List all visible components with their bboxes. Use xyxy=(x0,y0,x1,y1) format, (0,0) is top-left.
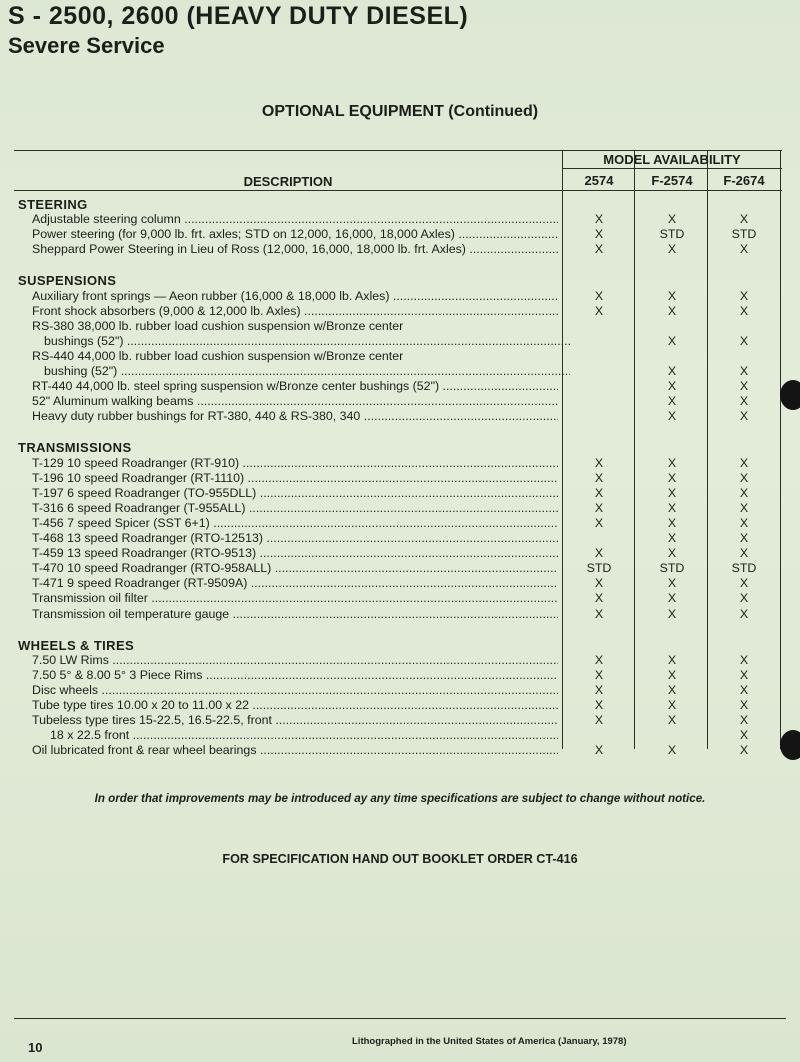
availability-cell: X xyxy=(594,698,604,712)
table-row xyxy=(14,501,782,516)
availability-cell: X xyxy=(667,743,677,757)
table-row xyxy=(14,304,782,319)
document-subtitle: Severe Service xyxy=(8,33,165,58)
row-description: T-129 10 speed Roadranger (RT-910) ..... xyxy=(32,456,558,471)
availability-cell: X xyxy=(739,683,749,697)
table-row xyxy=(14,683,782,698)
availability-cell: X xyxy=(667,289,677,303)
table-row xyxy=(14,743,782,758)
model-header: F-2674 xyxy=(723,173,765,188)
availability-cell: X xyxy=(594,227,604,241)
availability-cell: X xyxy=(594,653,604,667)
availability-cell: X xyxy=(667,668,677,682)
equipment-table xyxy=(14,150,782,757)
availability-cell: X xyxy=(667,364,677,378)
availability-cell: STD xyxy=(586,561,612,575)
availability-cell: X xyxy=(667,456,677,470)
availability-cell: X xyxy=(739,394,749,408)
section-label: STEERING xyxy=(18,197,88,212)
table-row xyxy=(14,607,782,622)
availability-cell: X xyxy=(739,728,749,742)
row-description: T-459 13 speed Roadranger (RTO-9513) ..... xyxy=(32,546,558,561)
table-row xyxy=(14,212,782,227)
binder-hole xyxy=(780,380,800,410)
table-row xyxy=(14,668,782,683)
availability-cell: X xyxy=(739,546,749,560)
row-description: Heavy duty rubber bushings for RT-380, 440 & RS-380, 340 ..... xyxy=(32,409,558,424)
availability-cell: X xyxy=(667,334,677,348)
row-description: T-471 9 speed Roadranger (RT-9509A) ..... xyxy=(32,576,558,591)
availability-cell: X xyxy=(739,212,749,226)
row-description: Adjustable steering column ..... xyxy=(32,212,558,227)
table-row xyxy=(14,516,782,531)
availability-cell: X xyxy=(667,713,677,727)
availability-cell: X xyxy=(739,698,749,712)
section-label: TRANSMISSIONS xyxy=(18,440,132,455)
binder-hole xyxy=(780,730,800,760)
availability-cell: X xyxy=(594,304,604,318)
availability-cell: X xyxy=(594,289,604,303)
row-description: RT-440 44,000 lb. steel spring suspension w/Bronze center bushings (52") ..... xyxy=(32,379,558,394)
availability-cell: X xyxy=(667,409,677,423)
lithographed-note: Lithographed in the United States of America (January, 1978) xyxy=(352,1036,627,1047)
availability-cell: X xyxy=(739,409,749,423)
availability-cell: STD xyxy=(659,561,685,575)
availability-cell: X xyxy=(667,471,677,485)
table-row xyxy=(14,713,782,728)
section-title: OPTIONAL EQUIPMENT (Continued) xyxy=(261,103,539,120)
availability-cell: X xyxy=(739,743,749,757)
availability-cell: X xyxy=(667,212,677,226)
model-availability-header: MODEL AVAILABILITY xyxy=(603,152,741,167)
availability-cell: X xyxy=(594,501,604,515)
table-row xyxy=(14,471,782,486)
table-row xyxy=(14,394,782,409)
availability-cell: X xyxy=(594,683,604,697)
availability-cell: X xyxy=(739,501,749,515)
section-heading xyxy=(14,638,782,653)
model-header: F-2574 xyxy=(651,173,693,188)
availability-cell: X xyxy=(739,471,749,485)
table-row xyxy=(14,591,782,606)
availability-cell: X xyxy=(739,653,749,667)
availability-cell: X xyxy=(594,668,604,682)
section-heading xyxy=(14,273,782,288)
availability-cell: STD xyxy=(659,227,685,241)
table-row xyxy=(14,653,782,668)
availability-cell: X xyxy=(594,212,604,226)
row-description: 7.50 5° & 8.00 5° 3 Piece Rims ..... xyxy=(32,668,558,683)
row-description: Transmission oil filter ..... xyxy=(32,591,558,606)
table-row xyxy=(14,486,782,501)
availability-cell: X xyxy=(594,743,604,757)
availability-cell: X xyxy=(594,546,604,560)
page-number: 10 xyxy=(28,1040,43,1055)
availability-cell: X xyxy=(739,713,749,727)
availability-cell: X xyxy=(667,501,677,515)
table-row xyxy=(14,319,782,334)
table-divider xyxy=(14,190,782,191)
availability-cell: X xyxy=(739,456,749,470)
availability-cell: X xyxy=(739,668,749,682)
row-description: 18 x 22.5 front ..... xyxy=(50,728,558,743)
availability-cell: X xyxy=(667,591,677,605)
row-description: bushings (52") ..... xyxy=(32,334,570,349)
availability-cell: X xyxy=(667,576,677,590)
availability-cell: X xyxy=(667,698,677,712)
row-description: T-197 6 speed Roadranger (TO-955DLL) ..... xyxy=(32,486,558,501)
availability-cell: X xyxy=(594,516,604,530)
availability-cell: X xyxy=(667,516,677,530)
availability-cell: X xyxy=(594,591,604,605)
availability-cell: X xyxy=(739,289,749,303)
availability-cell: X xyxy=(739,516,749,530)
availability-cell: X xyxy=(739,576,749,590)
table-row xyxy=(14,364,782,379)
availability-cell: X xyxy=(739,591,749,605)
table-row xyxy=(14,379,782,394)
description-header: DESCRIPTION xyxy=(243,174,333,189)
availability-cell: X xyxy=(739,334,749,348)
row-description: Power steering (for 9,000 lb. frt. axles; STD on 12,000, 16,000, 18,000 Axles) ..... xyxy=(32,227,558,242)
availability-cell: X xyxy=(594,456,604,470)
table-row xyxy=(14,698,782,713)
table-row xyxy=(14,456,782,471)
row-description: 7.50 LW Rims ..... xyxy=(32,653,558,668)
availability-cell: X xyxy=(739,364,749,378)
footer-rule xyxy=(14,1018,786,1019)
table-row xyxy=(14,289,782,304)
availability-cell: X xyxy=(739,304,749,318)
availability-cell: STD xyxy=(731,561,757,575)
availability-cell: X xyxy=(667,683,677,697)
availability-cell: X xyxy=(667,304,677,318)
row-description: Disc wheels ..... xyxy=(32,683,558,698)
table-row xyxy=(14,227,782,242)
row-description: RS-440 44,000 lb. rubber load cushion suspension w/Bronze center xyxy=(32,349,404,363)
availability-cell: X xyxy=(667,486,677,500)
footnote: In order that improvements may be introduced ay any time specifications are subject to change without notice. xyxy=(94,792,706,805)
availability-cell: X xyxy=(739,242,749,256)
availability-cell: X xyxy=(594,713,604,727)
row-description: T-468 13 speed Roadranger (RTO-12513) ..... xyxy=(32,531,558,546)
table-row xyxy=(14,561,782,576)
table-row xyxy=(14,546,782,561)
table-divider xyxy=(562,168,782,169)
section-label: WHEELS & TIRES xyxy=(18,638,135,653)
table-row xyxy=(14,334,782,349)
row-description: T-196 10 speed Roadranger (RT-1110) ..... xyxy=(32,471,558,486)
availability-cell: X xyxy=(667,242,677,256)
row-description: 52" Aluminum walking beams ..... xyxy=(32,394,558,409)
document-title: S - 2500, 2600 (HEAVY DUTY DIESEL) xyxy=(8,2,469,30)
availability-cell: X xyxy=(667,546,677,560)
availability-cell: X xyxy=(594,607,604,621)
order-note: FOR SPECIFICATION HAND OUT BOOKLET ORDER CT-416 xyxy=(222,852,578,866)
table-row xyxy=(14,409,782,424)
availability-cell: X xyxy=(594,576,604,590)
row-description: Tubeless type tires 15-22.5, 16.5-22.5, front ..... xyxy=(32,713,558,728)
row-description: Transmission oil temperature gauge ..... xyxy=(32,607,558,622)
table-row xyxy=(14,531,782,546)
model-header: 2574 xyxy=(584,173,614,188)
availability-cell: X xyxy=(594,242,604,256)
availability-cell: X xyxy=(667,379,677,393)
row-description: T-316 6 speed Roadranger (T-955ALL) ..... xyxy=(32,501,558,516)
availability-cell: X xyxy=(739,531,749,545)
row-description: Sheppard Power Steering in Lieu of Ross (12,000, 16,000, 18,000 lb. frt. Axles) ..... xyxy=(32,242,558,257)
table-row xyxy=(14,576,782,591)
table-row xyxy=(14,242,782,257)
availability-cell: X xyxy=(667,531,677,545)
row-description: RS-380 38,000 lb. rubber load cushion suspension w/Bronze center xyxy=(32,319,404,333)
section-heading xyxy=(14,440,782,455)
availability-cell: X xyxy=(667,607,677,621)
row-description: T-456 7 speed Spicer (SST 6+1) ..... xyxy=(32,516,558,531)
availability-cell: X xyxy=(594,486,604,500)
row-description: bushing (52") ..... xyxy=(32,364,570,379)
row-description: Auxiliary front springs — Aeon rubber (16,000 & 18,000 lb. Axles) ..... xyxy=(32,289,558,304)
section-label: SUSPENSIONS xyxy=(18,273,117,288)
availability-cell: X xyxy=(739,486,749,500)
availability-cell: X xyxy=(594,471,604,485)
row-description: T-470 10 speed Roadranger (RTO-958ALL) ..... xyxy=(32,561,558,576)
table-row xyxy=(14,349,782,364)
row-description: Tube type tires 10.00 x 20 to 11.00 x 22 ..... xyxy=(32,698,558,713)
availability-cell: X xyxy=(739,607,749,621)
availability-cell: X xyxy=(667,653,677,667)
availability-cell: X xyxy=(667,394,677,408)
row-description: Front shock absorbers (9,000 & 12,000 lb. Axles) ..... xyxy=(32,304,558,319)
availability-cell: X xyxy=(739,379,749,393)
availability-cell: STD xyxy=(731,227,757,241)
table-row xyxy=(14,728,782,743)
row-description: Oil lubricated front & rear wheel bearings ..... xyxy=(32,743,558,758)
section-heading xyxy=(14,197,782,212)
